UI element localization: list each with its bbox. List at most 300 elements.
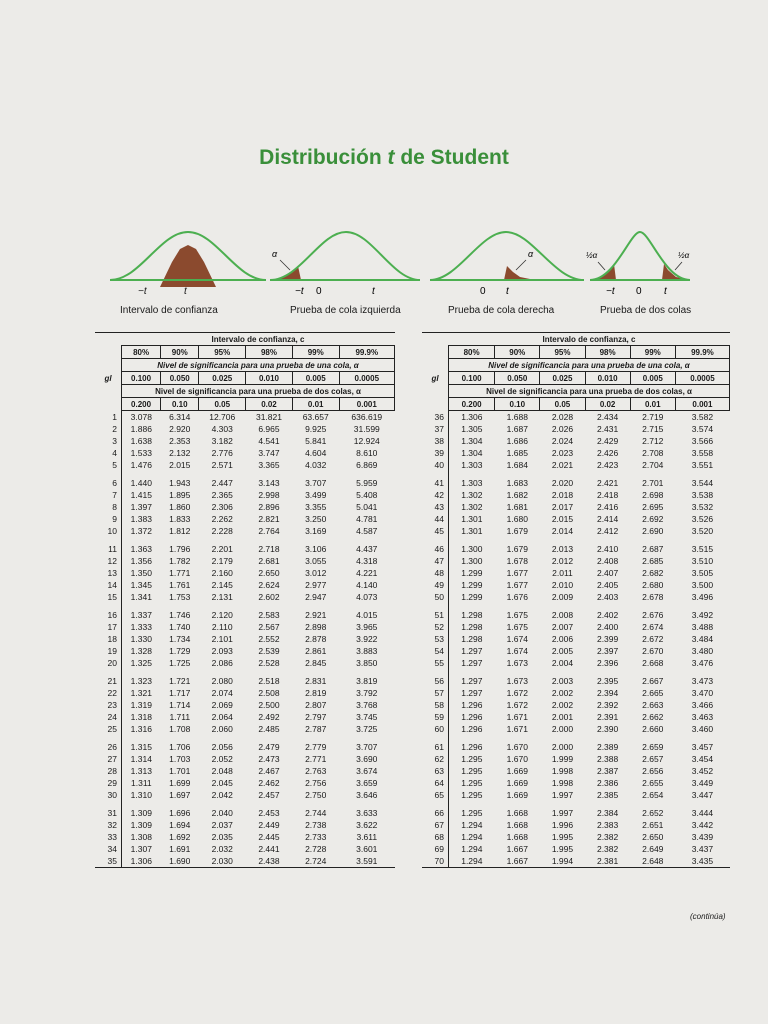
value-cell: 2.001 <box>551 712 574 722</box>
table-row <box>95 687 395 699</box>
table-row <box>422 633 730 645</box>
table-row <box>422 741 730 753</box>
value-cell: 2.845 <box>305 658 327 668</box>
value-cell: 1.699 <box>169 778 191 788</box>
conf-levels-row <box>422 346 730 359</box>
value-cell: 3.768 <box>356 700 378 710</box>
value-cell: 1.703 <box>169 754 191 764</box>
value-cell: 2.660 <box>642 724 664 734</box>
right-tail-curve <box>430 232 584 297</box>
value-cell: 2.145 <box>211 580 233 590</box>
conf-level: 98% <box>246 346 293 359</box>
value-cell: 1.440 <box>130 478 152 488</box>
value-cell: 3.447 <box>691 790 714 800</box>
value-cell: 1.671 <box>506 712 528 722</box>
value-cell: 2.787 <box>305 724 327 734</box>
value-cell: 1.997 <box>551 790 574 800</box>
value-cell: 2.382 <box>596 844 619 854</box>
svg-text:−t: −t <box>138 286 147 297</box>
value-cell: 2.567 <box>258 622 280 632</box>
value-cell: 2.462 <box>258 778 280 788</box>
value-cell: 1.687 <box>506 424 528 434</box>
value-cell: 5.959 <box>356 478 378 488</box>
value-cell: 2.681 <box>258 556 280 566</box>
conf-level: 95% <box>199 346 246 359</box>
table-row <box>422 699 730 711</box>
value-cell: 1.672 <box>506 700 528 710</box>
value-cell: 2.896 <box>258 502 280 512</box>
value-cell: 1.309 <box>130 820 152 830</box>
value-cell: 1.295 <box>461 790 483 800</box>
value-cell: 1.761 <box>169 580 191 590</box>
table-row <box>95 633 395 645</box>
df-cell: 56 <box>422 675 449 687</box>
value-cell: 2.426 <box>596 448 619 458</box>
value-cell: 2.648 <box>630 855 675 868</box>
value-cell: 2.023 <box>551 448 574 458</box>
value-cell: 1.860 <box>169 502 191 512</box>
value-cell: 1.298 <box>461 610 483 620</box>
value-cell: 2.655 <box>642 778 664 788</box>
table-row <box>422 423 730 435</box>
value-cell: 3.792 <box>356 688 378 698</box>
value-cell: 1.356 <box>130 556 152 566</box>
svg-text:t: t <box>372 286 375 297</box>
value-cell: 2.030 <box>199 855 246 868</box>
df-cell: 57 <box>422 687 449 699</box>
value-cell: 2.052 <box>211 754 233 764</box>
df-cell: 27 <box>95 753 122 765</box>
value-cell: 1.372 <box>130 526 152 536</box>
value-cell: 2.434 <box>596 412 619 422</box>
df-cell: 38 <box>422 435 449 447</box>
value-cell: 1.297 <box>461 676 483 686</box>
value-cell: 4.032 <box>305 460 327 470</box>
value-cell: 5.408 <box>356 490 378 500</box>
df-cell: 65 <box>422 789 449 801</box>
value-cell: 2.662 <box>642 712 664 722</box>
value-cell: 3.505 <box>691 568 714 578</box>
value-cell: 2.403 <box>596 592 619 602</box>
value-cell: 5.041 <box>356 502 378 512</box>
table-row <box>422 789 730 801</box>
value-cell: 2.508 <box>258 688 280 698</box>
value-cell: 2.002 <box>551 700 574 710</box>
value-cell: 1.415 <box>130 490 152 500</box>
value-cell: 2.665 <box>642 688 664 698</box>
table-row <box>95 435 395 447</box>
two-tail-curve <box>586 232 690 297</box>
value-cell: 3.819 <box>356 676 378 686</box>
table-row <box>95 711 395 723</box>
value-cell: 2.015 <box>169 460 191 470</box>
conf-level: 98% <box>585 346 630 359</box>
value-cell: 2.423 <box>596 460 619 470</box>
table-row <box>95 777 395 789</box>
value-cell: 1.997 <box>551 808 574 818</box>
value-cell: 2.048 <box>211 766 233 776</box>
value-cell: 2.399 <box>596 634 619 644</box>
dos-value: 0.10 <box>495 398 540 411</box>
gl-blank <box>95 333 122 346</box>
value-cell: 3.591 <box>339 855 394 868</box>
value-cell: 2.649 <box>642 844 664 854</box>
value-cell: 1.319 <box>130 700 152 710</box>
value-cell: 2.101 <box>211 634 233 644</box>
table-row <box>422 675 730 687</box>
value-cell: 2.064 <box>211 712 233 722</box>
header-confianza-row <box>95 333 395 346</box>
table-row <box>95 489 395 501</box>
value-cell: 1.298 <box>461 622 483 632</box>
value-cell: 3.473 <box>691 676 714 686</box>
value-cell: 1.729 <box>169 646 191 656</box>
value-cell: 2.733 <box>305 832 327 842</box>
table-row <box>422 555 730 567</box>
value-cell: 1.308 <box>130 832 152 842</box>
value-cell: 2.004 <box>551 658 574 668</box>
value-cell: 2.160 <box>211 568 233 578</box>
value-cell: 2.416 <box>596 502 619 512</box>
conf-level: 80% <box>449 346 495 359</box>
value-cell: 2.651 <box>642 820 664 830</box>
value-cell: 2.035 <box>211 832 233 842</box>
value-cell: 2.074 <box>211 688 233 698</box>
value-cell: 2.744 <box>305 808 327 818</box>
value-cell: 2.659 <box>642 742 664 752</box>
value-cell: 1.717 <box>169 688 191 698</box>
value-cell: 2.667 <box>642 676 664 686</box>
value-cell: 1.296 <box>461 712 483 722</box>
value-cell: 2.131 <box>211 592 233 602</box>
df-cell: 23 <box>95 699 122 711</box>
table-row <box>422 411 730 424</box>
svg-text:t: t <box>184 286 187 297</box>
value-cell: 2.441 <box>258 844 280 854</box>
df-cell: 69 <box>422 843 449 855</box>
una-value: 0.050 <box>495 372 540 385</box>
gl-blank <box>95 359 122 372</box>
value-cell: 1.697 <box>169 790 191 800</box>
df-cell: 68 <box>422 831 449 843</box>
table-row <box>422 525 730 537</box>
df-cell: 7 <box>95 489 122 501</box>
value-cell: 1.301 <box>461 526 483 536</box>
value-cell: 2.179 <box>211 556 233 566</box>
value-cell: 3.457 <box>691 742 714 752</box>
gl-blank <box>95 385 122 398</box>
value-cell: 4.318 <box>356 556 378 566</box>
table-row <box>95 621 395 633</box>
value-cell: 1.315 <box>130 742 152 752</box>
df-cell: 24 <box>95 711 122 723</box>
value-cell: 2.819 <box>305 688 327 698</box>
table-row <box>422 831 730 843</box>
value-cell: 2.110 <box>211 622 233 632</box>
value-cell: 2.898 <box>305 622 327 632</box>
una-value: 0.0005 <box>675 372 729 385</box>
table-row <box>95 411 395 424</box>
value-cell: 2.394 <box>596 688 619 698</box>
value-cell: 1.323 <box>130 676 152 686</box>
df-cell: 54 <box>422 645 449 657</box>
table-row <box>422 645 730 657</box>
df-cell: 6 <box>95 477 122 489</box>
value-cell: 2.042 <box>211 790 233 800</box>
value-cell: 2.396 <box>596 658 619 668</box>
value-cell: 1.328 <box>130 646 152 656</box>
value-cell: 3.444 <box>691 808 714 818</box>
value-cell: 2.698 <box>642 490 664 500</box>
value-cell: 2.386 <box>596 778 619 788</box>
value-cell: 3.515 <box>691 544 714 554</box>
value-cell: 3.454 <box>691 754 714 764</box>
value-cell: 2.518 <box>258 676 280 686</box>
value-cell: 1.306 <box>122 855 161 868</box>
confianza-label: Intervalo de confianza, c <box>449 333 730 346</box>
una-values-row <box>95 372 395 385</box>
table-row <box>95 543 395 555</box>
value-cell: 1.294 <box>461 820 483 830</box>
value-cell: 1.313 <box>130 766 152 776</box>
value-cell: 1.302 <box>461 490 483 500</box>
dos-value: 0.05 <box>540 398 585 411</box>
svg-text:½α: ½α <box>678 251 690 260</box>
df-cell: 9 <box>95 513 122 525</box>
df-cell: 2 <box>95 423 122 435</box>
df-cell: 31 <box>95 807 122 819</box>
value-cell: 3.012 <box>305 568 327 578</box>
value-cell: 3.182 <box>211 436 233 446</box>
table-row <box>422 609 730 621</box>
table-row <box>95 513 395 525</box>
table-row <box>95 567 395 579</box>
value-cell: 3.532 <box>691 502 714 512</box>
value-cell: 3.574 <box>691 424 714 434</box>
una-value: 0.100 <box>449 372 495 385</box>
value-cell: 2.650 <box>258 568 280 578</box>
value-cell: 2.670 <box>642 646 664 656</box>
value-cell: 1.706 <box>169 742 191 752</box>
table-row <box>422 711 730 723</box>
value-cell: 1.669 <box>506 778 528 788</box>
df-cell: 11 <box>95 543 122 555</box>
value-cell: 3.646 <box>356 790 378 800</box>
svg-text:½α: ½α <box>586 251 598 260</box>
table-row <box>95 579 395 591</box>
df-cell: 55 <box>422 657 449 669</box>
conf-level: 99% <box>630 346 675 359</box>
una-values-row <box>422 372 730 385</box>
value-cell: 3.633 <box>356 808 378 818</box>
value-cell: 1.383 <box>130 514 152 524</box>
value-cell: 31.599 <box>353 424 380 434</box>
gl-blank <box>95 346 122 359</box>
value-cell: 1.297 <box>461 688 483 698</box>
value-cell: 3.250 <box>305 514 327 524</box>
value-cell: 2.571 <box>211 460 233 470</box>
df-cell: 39 <box>422 447 449 459</box>
dos-value: 0.001 <box>675 398 729 411</box>
una-value: 0.010 <box>246 372 293 385</box>
table-row <box>95 423 395 435</box>
value-cell: 2.000 <box>551 724 574 734</box>
value-cell: 2.672 <box>642 634 664 644</box>
value-cell: 4.140 <box>356 580 378 590</box>
value-cell: 2.201 <box>211 544 233 554</box>
table-row <box>95 591 395 603</box>
value-cell: 1.998 <box>551 778 574 788</box>
value-cell: 8.610 <box>356 448 378 458</box>
svg-text:t: t <box>506 286 509 297</box>
value-cell: 2.695 <box>642 502 664 512</box>
value-cell: 2.624 <box>258 580 280 590</box>
value-cell: 2.005 <box>551 646 574 656</box>
value-cell: 2.457 <box>258 790 280 800</box>
value-cell: 1.299 <box>461 580 483 590</box>
value-cell: 2.384 <box>596 808 619 818</box>
value-cell: 3.460 <box>691 724 714 734</box>
value-cell: 5.841 <box>305 436 327 446</box>
df-cell: 41 <box>422 477 449 489</box>
value-cell: 2.750 <box>305 790 327 800</box>
una-value: 0.100 <box>122 372 161 385</box>
value-cell: 1.734 <box>169 634 191 644</box>
value-cell: 3.484 <box>691 634 714 644</box>
value-cell: 2.418 <box>596 490 619 500</box>
value-cell: 1.685 <box>506 448 528 458</box>
df-cell: 49 <box>422 579 449 591</box>
dos-value: 0.05 <box>199 398 246 411</box>
value-cell: 3.442 <box>691 820 714 830</box>
value-cell: 3.659 <box>356 778 378 788</box>
value-cell: 2.405 <box>596 580 619 590</box>
value-cell: 4.781 <box>356 514 378 524</box>
value-cell: 1.295 <box>461 778 483 788</box>
df-cell: 14 <box>95 579 122 591</box>
value-cell: 1.714 <box>169 700 191 710</box>
value-cell: 63.657 <box>302 412 329 422</box>
value-cell: 2.485 <box>258 724 280 734</box>
df-cell: 13 <box>95 567 122 579</box>
value-cell: 3.520 <box>691 526 714 536</box>
df-cell: 20 <box>95 657 122 669</box>
una-cola-label: Nivel de significancia para una prueba de una cola, α <box>122 359 395 372</box>
df-cell: 62 <box>422 753 449 765</box>
value-cell: 3.435 <box>675 855 729 868</box>
value-cell: 1.295 <box>461 808 483 818</box>
value-cell: 2.764 <box>258 526 280 536</box>
value-cell: 3.143 <box>258 478 280 488</box>
value-cell: 1.753 <box>169 592 191 602</box>
dos-colas-label: Nivel de significancia para una prueba de dos colas, α <box>449 385 730 398</box>
df-cell: 8 <box>95 501 122 513</box>
value-cell: 4.437 <box>356 544 378 554</box>
value-cell: 1.833 <box>169 514 191 524</box>
value-cell: 2.028 <box>551 412 574 422</box>
value-cell: 1.669 <box>506 790 528 800</box>
value-cell: 1.690 <box>161 855 199 868</box>
gl-blank <box>422 333 449 346</box>
value-cell: 1.306 <box>461 412 483 422</box>
value-cell: 2.412 <box>596 526 619 536</box>
gl-label: gl <box>431 373 439 383</box>
value-cell: 3.601 <box>356 844 378 854</box>
value-cell: 2.771 <box>305 754 327 764</box>
value-cell: 2.797 <box>305 712 327 722</box>
value-cell: 1.294 <box>449 855 495 868</box>
df-cell: 43 <box>422 501 449 513</box>
value-cell: 2.395 <box>596 676 619 686</box>
value-cell: 2.007 <box>551 622 574 632</box>
svg-text:α: α <box>528 249 534 259</box>
value-cell: 2.015 <box>551 514 574 524</box>
value-cell: 1.740 <box>169 622 191 632</box>
value-cell: 3.466 <box>691 700 714 710</box>
value-cell: 1.476 <box>130 460 152 470</box>
value-cell: 1.679 <box>506 544 528 554</box>
table-row <box>422 513 730 525</box>
una-value: 0.0005 <box>339 372 394 385</box>
value-cell: 1.668 <box>506 832 528 842</box>
df-cell: 16 <box>95 609 122 621</box>
value-cell: 2.668 <box>642 658 664 668</box>
value-cell: 2.040 <box>211 808 233 818</box>
value-cell: 1.688 <box>506 412 528 422</box>
value-cell: 1.681 <box>506 502 528 512</box>
table-row <box>95 855 395 868</box>
value-cell: 2.947 <box>305 592 327 602</box>
value-cell: 2.385 <box>596 790 619 800</box>
value-cell: 2.763 <box>305 766 327 776</box>
df-cell: 28 <box>95 765 122 777</box>
df-cell: 61 <box>422 741 449 753</box>
value-cell: 1.667 <box>495 855 540 868</box>
df-cell: 70 <box>422 855 449 868</box>
df-cell: 21 <box>95 675 122 687</box>
value-cell: 3.538 <box>691 490 714 500</box>
value-cell: 2.002 <box>551 688 574 698</box>
df-cell: 22 <box>95 687 122 699</box>
value-cell: 1.294 <box>461 844 483 854</box>
value-cell: 2.682 <box>642 568 664 578</box>
value-cell: 2.093 <box>211 646 233 656</box>
table-row <box>95 741 395 753</box>
value-cell: 3.055 <box>305 556 327 566</box>
value-cell: 2.429 <box>596 436 619 446</box>
value-cell: 2.020 <box>551 478 574 488</box>
value-cell: 1.708 <box>169 724 191 734</box>
value-cell: 2.680 <box>642 580 664 590</box>
value-cell: 1.304 <box>461 436 483 446</box>
value-cell: 2.500 <box>258 700 280 710</box>
dos-value: 0.200 <box>122 398 161 411</box>
df-cell: 37 <box>422 423 449 435</box>
una-cola-row <box>422 359 730 372</box>
value-cell: 2.756 <box>305 778 327 788</box>
value-cell: 2.447 <box>211 478 233 488</box>
table-row <box>95 609 395 621</box>
conf-level: 99% <box>292 346 339 359</box>
dos-value: 0.001 <box>339 398 394 411</box>
conf-levels-row <box>95 346 395 359</box>
value-cell: 1.670 <box>506 754 528 764</box>
value-cell: 3.169 <box>305 526 327 536</box>
value-cell: 1.943 <box>169 478 191 488</box>
value-cell: 1.333 <box>130 622 152 632</box>
value-cell: 3.965 <box>356 622 378 632</box>
value-cell: 2.086 <box>211 658 233 668</box>
